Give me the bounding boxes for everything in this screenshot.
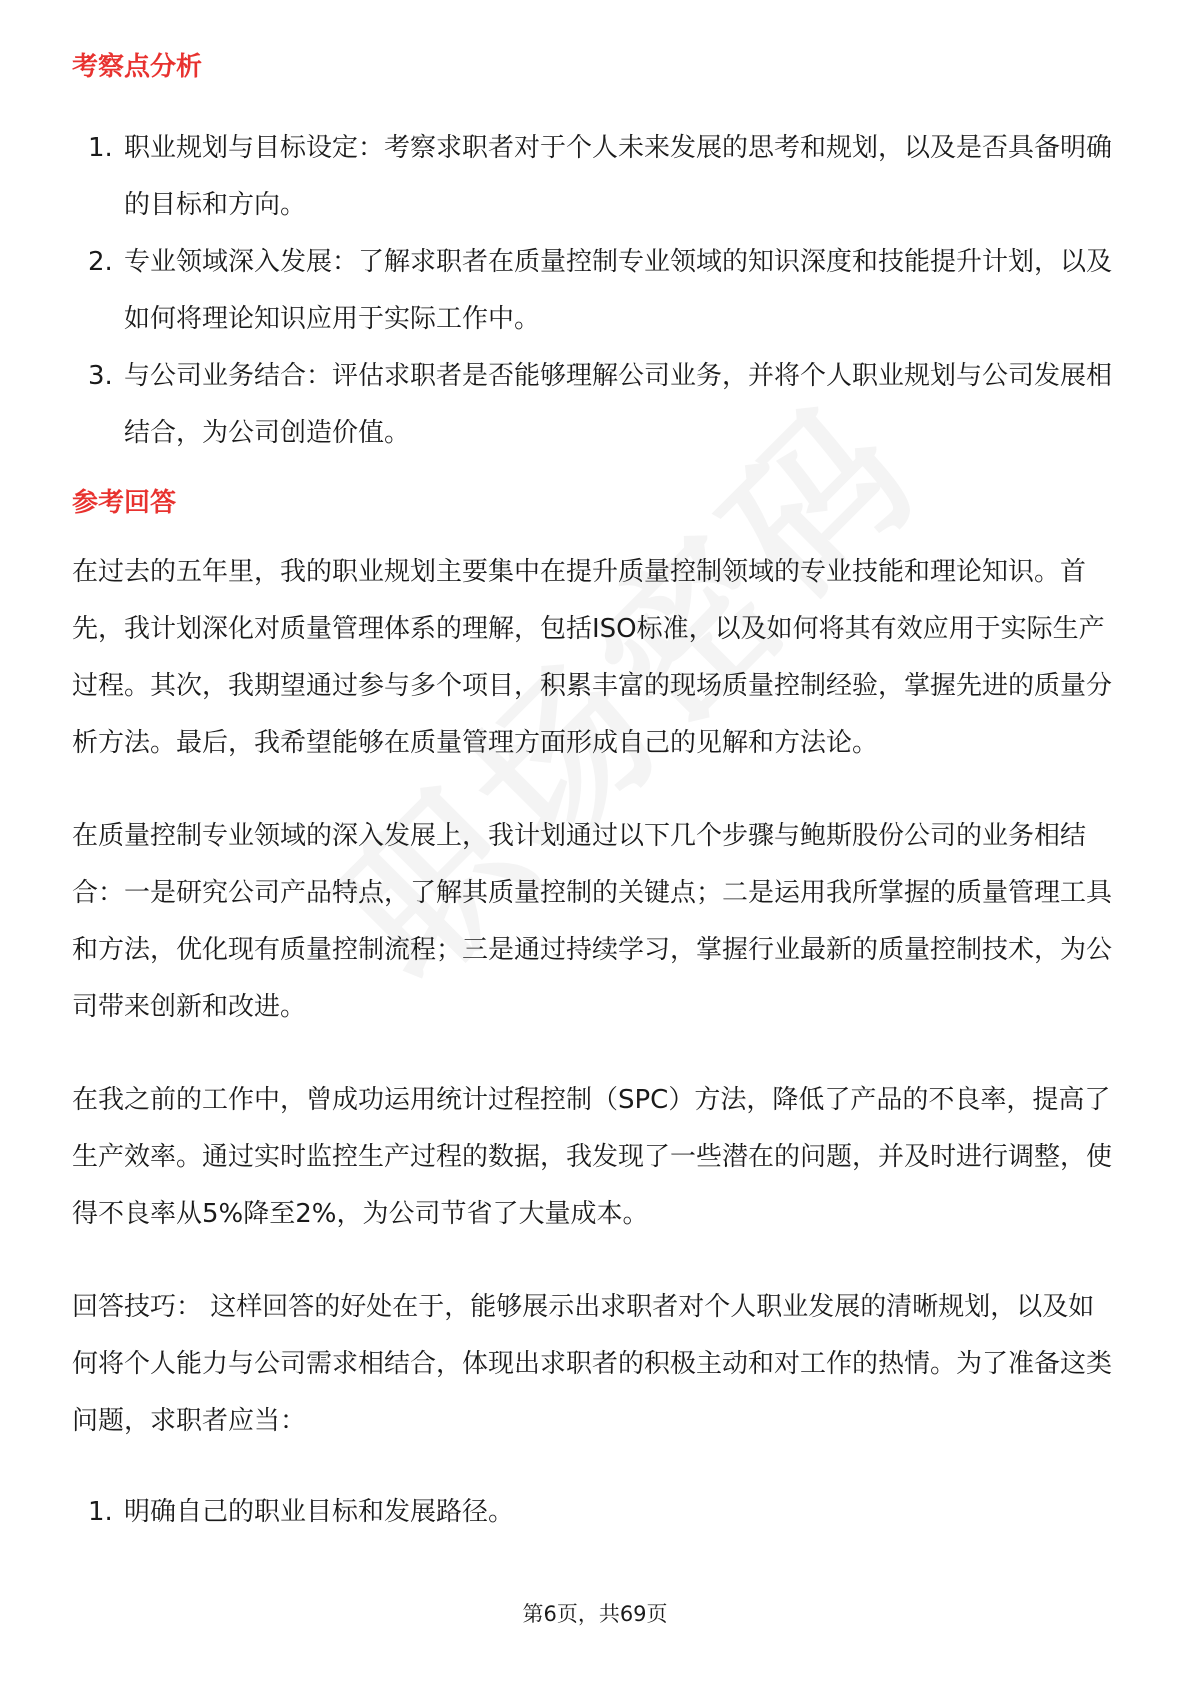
- section-heading-reference-answer: 参考回答: [72, 488, 177, 518]
- list-number: 2.: [88, 247, 113, 277]
- list-item-text: 与公司业务结合：评估求职者是否能够理解公司业务，并将个人职业规划与公司发展相结合，为公司创造价值。: [124, 361, 1113, 448]
- answer-paragraph: 在过去的五年里，我的职业规划主要集中在提升质量控制领域的专业技能和理论知识。首先，我计划深化对质量管理体系的理解，包括ISO标准，以及如何将其有效应用于实际生产过程。其次，我期望通过参与多个项目，积累丰富的现场质量控制经验，掌握先进的质量分析方法。最后，我希望能够在质量管理方面形成自己的见解和方法论。: [72, 557, 1113, 758]
- answer-paragraph: 在质量控制专业领域的深入发展上，我计划通过以下几个步骤与鲍斯股份公司的业务相结合：一是研究公司产品特点，了解其质量控制的关键点；二是运用我所掌握的质量管理工具和方法，优化现有质量控制流程；三是通过持续学习，掌握行业最新的质量控制技术，为公司带来创新和改进。: [72, 821, 1113, 1022]
- list-number: 1.: [88, 1497, 113, 1527]
- list-item: [72, 1484, 1118, 1541]
- list-item: [72, 120, 1118, 234]
- page-footer: 第6页，共69页: [522, 1602, 668, 1626]
- list-item-text: 明确自己的职业目标和发展路径。: [124, 1497, 515, 1527]
- list-item-text: 专业领域深入发展：了解求职者在质量控制专业领域的知识深度和技能提升计划，以及如何将理论知识应用于实际工作中。: [124, 247, 1113, 334]
- answer-paragraph: 在我之前的工作中，曾成功运用统计过程控制（SPC）方法，降低了产品的不良率，提高了生产效率。通过实时监控生产过程的数据，我发现了一些潜在的问题，并及时进行调整，使得不良率从5%降至2%，为公司节省了大量成本。: [72, 1085, 1113, 1229]
- list-item: [72, 234, 1118, 348]
- list-number: 3.: [88, 361, 113, 391]
- analysis-list: [72, 120, 1118, 462]
- list-number: 1.: [88, 133, 113, 163]
- tips-list: [72, 1484, 1118, 1541]
- list-item: [72, 348, 1118, 462]
- section-heading-analysis: 考察点分析: [72, 52, 203, 82]
- answer-tips-paragraph: 回答技巧： 这样回答的好处在于，能够展示出求职者对个人职业发展的清晰规划，以及如何将个人能力与公司需求相结合，体现出求职者的积极主动和对工作的热情。为了准备这类问题，求职者应当：: [72, 1292, 1113, 1436]
- list-item-text: 职业规划与目标设定：考察求职者对于个人未来发展的思考和规划，以及是否具备明确的目标和方向。: [124, 133, 1113, 220]
- page-content: [72, 48, 1118, 1541]
